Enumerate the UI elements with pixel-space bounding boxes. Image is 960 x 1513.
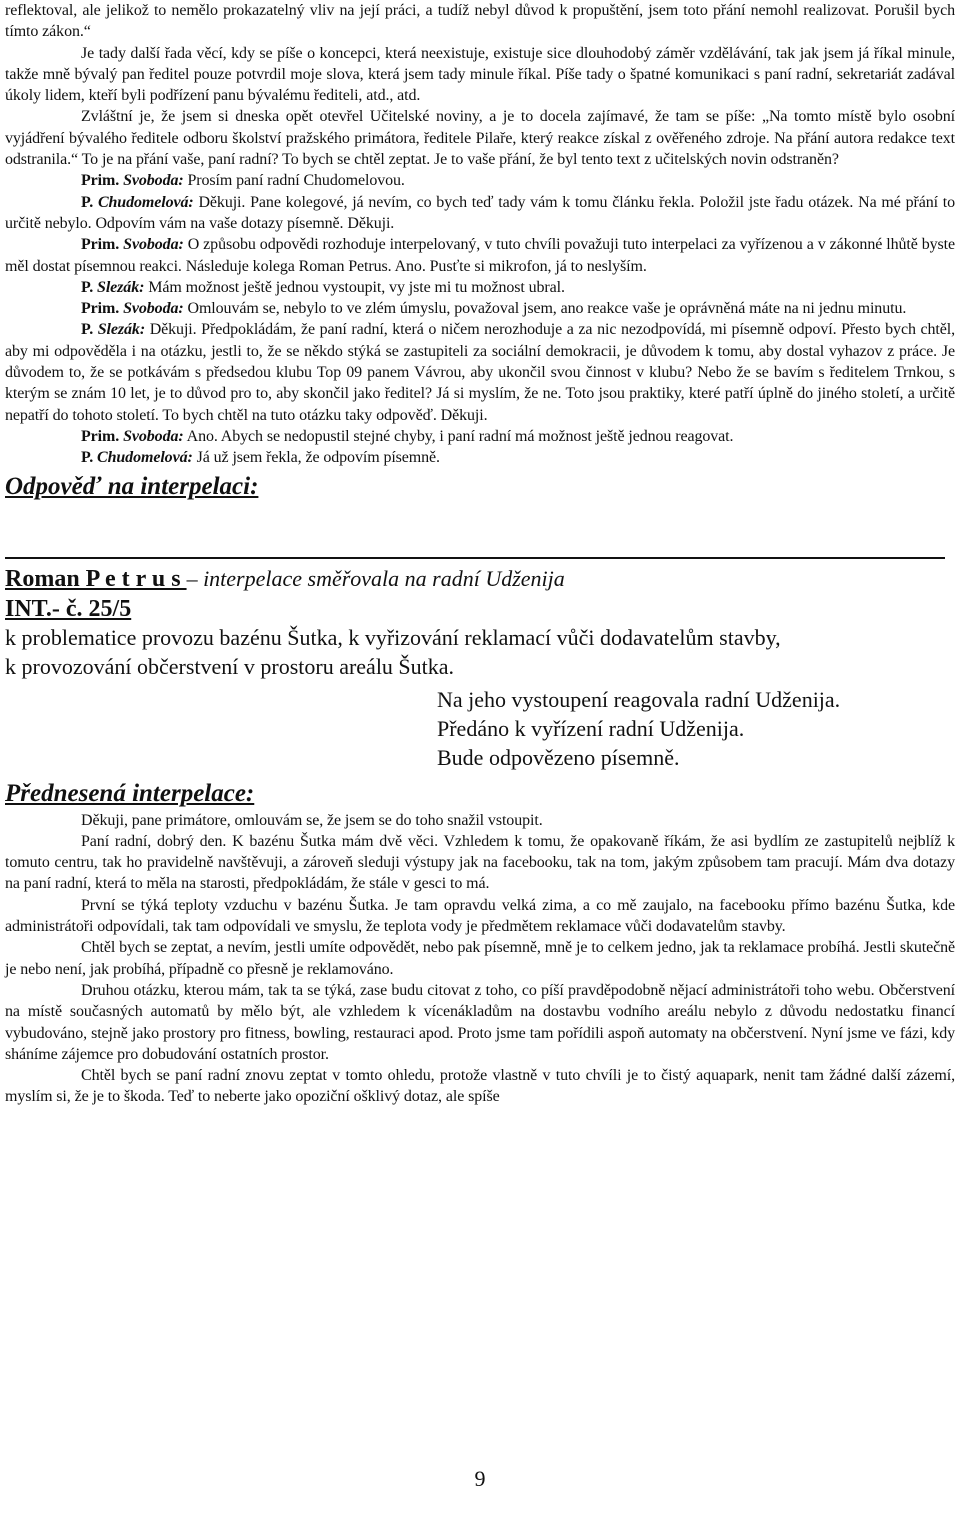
status-line: Na jeho vystoupení reagovala radní Udženija. [437,686,841,712]
speaker-name: Svoboda: [123,300,184,318]
speech-text: Ano. Abych se nedopustil stejné chyby, i paní radní má možnost ještě jednou reagovat. [183,427,734,445]
speaker-role: Prim. [81,300,120,318]
speech [5,810,955,1108]
interpellation-subject: k provozování občerstvení v prostoru areálu Šutka. [5,653,455,679]
dialogue-turn [5,170,955,191]
speaker-role: P. [81,278,94,296]
interpellation-number: INT.- č. 25/5 [5,595,132,622]
paragraph: Děkuji, pane primátore, omlouvám se, že jsem se do toho snažil vstoupit. [81,811,543,829]
speaker-role: Prim. [81,427,120,445]
horizontal-rule [5,557,945,559]
speech-text: O způsobu odpovědi rozhoduje interpelovaný, v tuto chvíli považuji tuto interpelaci za vyřízenou a v zákonné lhůtě byste měl dostat písemnou reakci. Následuje kolega Roman Petrus. Ano. Pusťte si mikrofon, já to neslyším. [5,236,955,275]
interpellation-header [5,565,955,593]
paragraph: reflektoval, ale jelikož to nemělo prokazatelný vliv na její práci, a tudíž nebyl důvod k propuštění, jsem toto přání nemohl realizovat. Porušil bych tímto zákon.“ [5,2,955,41]
speaker-role: Prim. [81,172,120,190]
status-line: Předáno k vyřízení radní Udženija. [437,715,745,741]
speaker-name: Slezák: [97,278,145,296]
speaker-role: Prim. [81,236,120,254]
speech-text: Já už jsem řekla, že odpovím písemně. [192,449,440,467]
dialogue-turn [5,192,955,235]
dialogue-exchange [5,170,955,468]
speech-text: Omlouvám se, nebylo to ve zlém úmyslu, považoval jsem, ano reakce vaše je oprávněná máte na ni jednu minutu. [183,300,907,318]
dialogue-turn [5,298,955,319]
dialogue-turn [5,319,955,425]
speaker-name: Svoboda: [123,172,184,190]
speaker-name: Svoboda: [123,236,184,254]
paragraph: Chtěl bych se zeptat, a nevím, jestli umíte odpovědět, nebo pak písemně, mně je to celkem jedno, jak ta reklamace probíhá. Jestli skutečně je nebo není, jak probíhá, případně co přesně je reklamováno. [5,939,955,978]
dialogue-turn [5,426,955,447]
speaker-name: Chudomelová: [97,449,193,467]
presented-heading: Přednesená interpelace: [5,779,255,807]
speaker-name: Chudomelová: [97,193,194,211]
dialogue-turn [5,447,955,468]
answer-heading: Odpověď na interpelaci: [5,472,259,500]
paragraph: Chtěl bych se paní radní znovu zeptat v tomto ohledu, protože vlastně v tuto chvíli je to čistý aquapark, nenit tam žádné další zázemí, myslím si, že je to škoda. Teď to neberte jako opoziční ošklivý dotaz, ale spíše [5,1067,955,1106]
dialogue-turn [5,277,955,298]
paragraph: Je tady další řada věcí, kdy se píše o koncepci, která neexistuje, existuje sice dlouhodobý záměr vzdělávání, tak jak jsem já říkal minule, takže mně bývalý pan ředitel pouze potvrdil moje slova, která jsem tady minule říkal. Píše tady o špatné komunikaci s paní radní, sekretariát zadával úkoly lidem, kteří byli podřízení panu bývalému řediteli, atd., atd. [5,44,955,105]
speaker-role: P. [81,321,94,339]
speaker-role: P. [81,193,94,211]
status-line: Bude odpovězeno písemně. [437,744,680,770]
paragraph: Paní radní, dobrý den. K bazénu Šutka mám dvě věci. Vzhledem k tomu, že opakovaně říkám, že asi bydlím ze zastupitelů nejblíž k tomuto centru, tak ho pravidelně navštěvuji, a zároveň sleduji výstupy jak na facebooku, tak na tom, jakým způsobem tam pracují. Mám dva dotazy na paní radní, která to měla na starosti, předpokládám, že stále v gesci to má. [5,832,955,893]
speech-text: Děkuji. Pane kolegové, já nevím, co bych teď tady vám k tomu článku řekla. Položil jste řadu otázek. Na mé přání to určitě nebylo. Odpovím vám na vaše dotazy písemně. Děkuji. [5,193,956,232]
interpellant-name: Roman P e t r u s [5,565,187,592]
speech-text: Mám možnost ještě jednou vystoupit, vy jste mi tu možnost ubral. [144,278,565,296]
paragraph: Druhou otázku, kterou mám, tak ta se týká, zase budu citovat z toho, co píší pravděpodobně nějací administrátoři toho webu. Občerstvení na místě současných automatů by mělo být, ale vzhledem k vícenákladům na dostavbu vodního areálu nebylo z důvodu nedostatku financí vybudováno, stejně jako prostory pro fitness, bowling, restauraci apod. Proto jsme tam pořídili aspoň automaty na občerstvení. Nyní jsme ve fázi, kdy sháníme zájemce pro dobudování ostatních prostor. [5,981,955,1063]
document-page [5,0,955,1108]
speaker-role: P. [81,449,94,467]
speech-text: Děkuji. Předpokládám, že paní radní, která o ničem nerozhoduje a za nic nezodpovídá, mi písemně odpoví. Přesto bych chtěl, aby mi odpověděla i na otázku, jestli to, že se někdo stýká se zastupiteli za sociální demokracii, je důvodem k tomu, aby dostal vyhazov z práce. Je důvodem to, že se potkávám s předsedou klubu Top 09 panem Vávrou, aby ukončil svou činnost v klubu? Nebo že se bavím s ředitelem Trnkou, s kterým se znám 10 let, je to důvod pro to, aby skončil jako ředitel? Já si myslím, že ne. Toto jsou praktiky, které patří úplně do jiného století, a určitě nepatří do tohoto století. To bych chtěl na tuto otázku taky odpověď. Děkuji. [5,321,955,424]
paragraph: První se týká teploty vzduchu v bazénu Šutka. Je tam opravdu velká zima, a co mě zaujalo, na facebooku přímo bazénu Šutka, kde administrátoři odpovídali, tak tam odpovídali ve smyslu, že teplota vody je předmětem reklamace vůči dodavatelům stavby. [5,896,955,936]
dialogue-turn [5,234,955,277]
speaker-name: Svoboda: [123,427,184,445]
interpellation-status [437,685,955,772]
interpellation-subject: k problematice provozu bazénu Šutka, k vyřizování reklamací vůči dodavatelům stavby, [5,624,781,650]
speaker-name: Slezák: [97,321,146,339]
interpellation-target: – interpelace směřovala na radní Udženija [186,565,565,591]
paragraph: Zvláštní je, že jsem si dneska opět otevřel Učitelské noviny, a je to docela zajímavé, že tam se píše: „Na tomto místě bylo osobní vyjádření bývalého ředitele odboru školství pražského primátora, ředitele Pilaře, který reakce získal z ověřeného zdroje. Na přání autora redakce text odstranila.“ To je na přání vaše, paní radní? To bych se chtěl zeptat. Je to vaše přání, že byl tento text z učitelských novin odstraněn? [5,108,955,169]
speech-text: Prosím paní radní Chudomelovou. [183,172,405,190]
page-number: 9 [474,1466,486,1491]
